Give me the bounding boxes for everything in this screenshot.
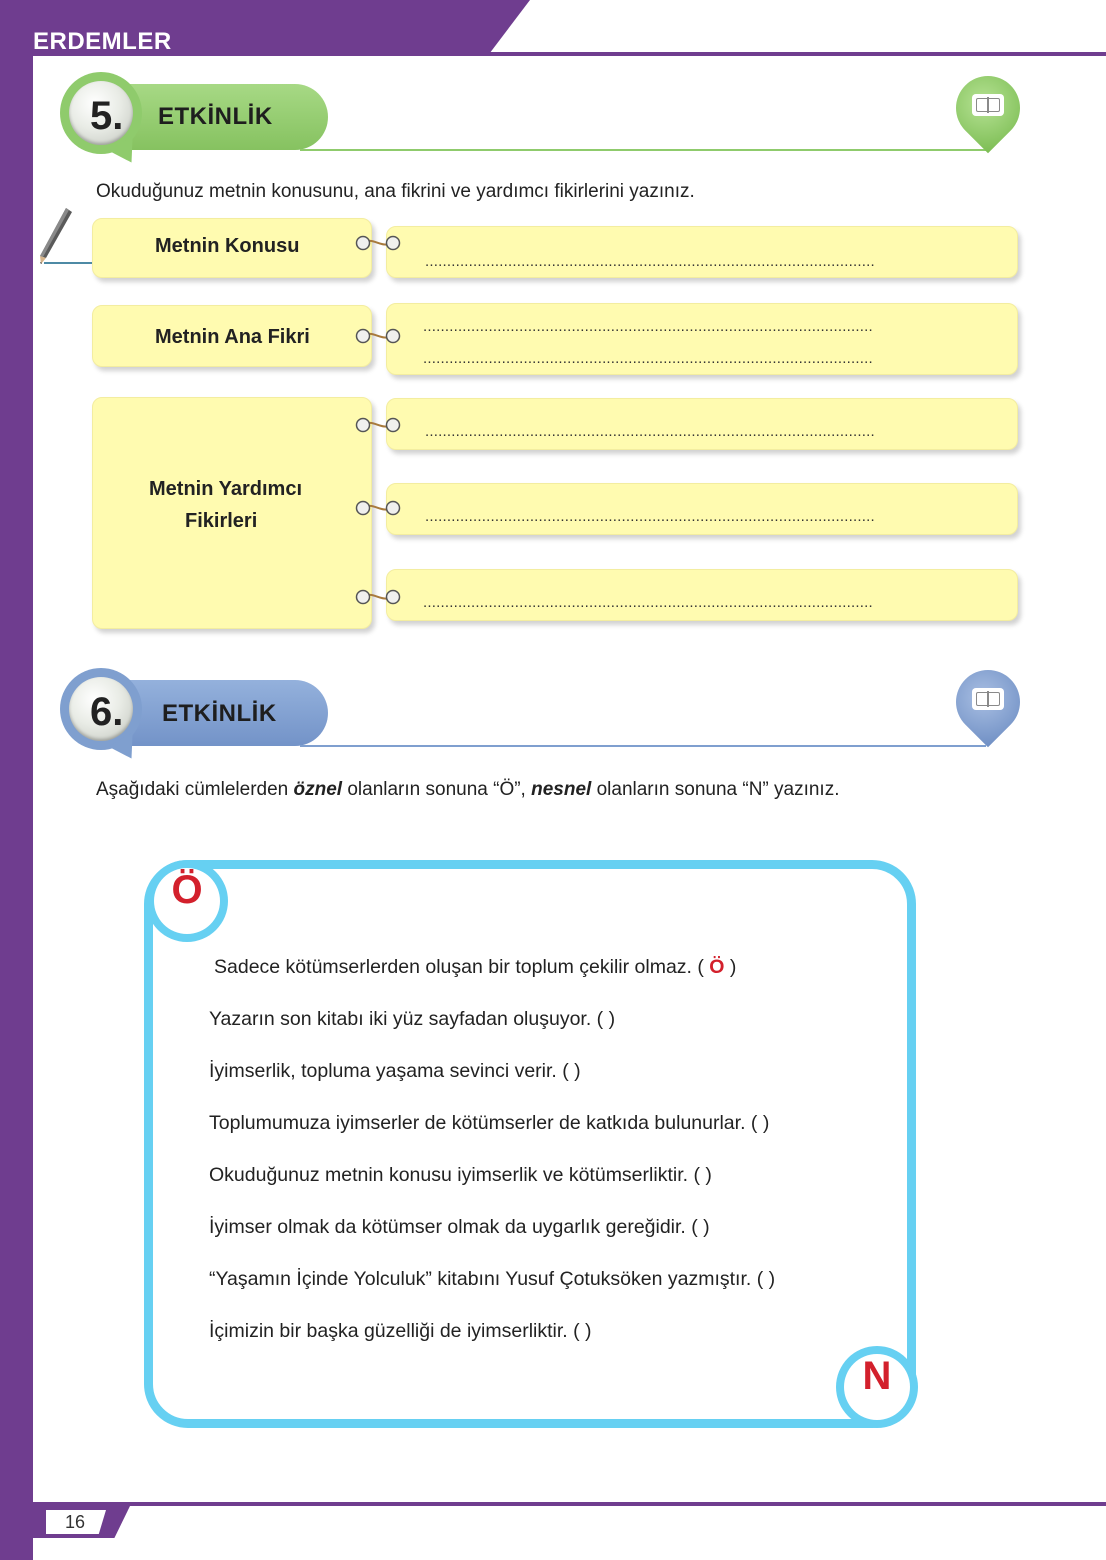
answer-line: .......................................................................................................: [425, 508, 875, 525]
page-number: 16: [64, 1512, 86, 1532]
example-answer: Ö: [703, 956, 730, 978]
main-idea-answer-box[interactable]: [386, 303, 1018, 375]
activity5-underline: [300, 149, 986, 151]
sentence-close: ): [729, 956, 737, 978]
supporting-ideas-label-box: [92, 397, 372, 629]
answer-line: .......................................................................................................: [423, 318, 873, 335]
answer-line: .......................................................................................................: [423, 594, 873, 611]
activity6-instruction: [96, 779, 840, 801]
instruction-emphasis: nesnel: [531, 779, 592, 800]
footer-rule: [33, 1502, 1106, 1506]
objective-badge: [836, 1346, 918, 1428]
sentence-item[interactable]: İyimserlik, topluma yaşama sevinci verir. ( ): [209, 1060, 581, 1082]
activity5-number-badge: [60, 72, 142, 154]
instruction-text: olanların sonuna “Ö”,: [342, 779, 532, 800]
answer-line: .......................................................................................................: [423, 350, 873, 367]
book-pin-icon: [956, 670, 1020, 750]
instruction-text: olanların sonuna “N” yazınız.: [591, 779, 840, 800]
objective-badge-letter: N: [862, 1354, 892, 1398]
header-rule: [480, 52, 1106, 56]
activity5-instruction: Okuduğunuz metnin konusunu, ana fikrini ve yardımcı fikirlerini yazınız.: [96, 181, 695, 202]
activity6-underline: [300, 745, 986, 747]
main-idea-label: Metnin Ana Fikri: [155, 326, 310, 348]
activity6-number-badge: [60, 668, 142, 750]
topic-label: Metnin Konusu: [155, 235, 300, 257]
supporting-ideas-label-line1: Metnin Yardımcı: [149, 478, 303, 500]
activity5-label: ETKİNLİK: [158, 103, 273, 130]
connector-icon: [355, 233, 401, 253]
subjective-badge: [146, 860, 228, 942]
book-pin-icon: [956, 76, 1020, 156]
sentence-item[interactable]: Yazarın son kitabı iki yüz sayfadan oluşuyor. ( ): [209, 1008, 616, 1030]
topic-answer-box[interactable]: [386, 226, 1018, 278]
connector-icon: [355, 498, 401, 518]
connector-icon: [355, 326, 401, 346]
example-sentence: [214, 956, 736, 979]
pencil-icon: [36, 204, 96, 268]
instruction-emphasis: öznel: [293, 779, 343, 800]
sentence-item[interactable]: Toplumumuza iyimserler de kötümserler de katkıda bulunurlar. ( ): [209, 1112, 770, 1134]
activity6-label: ETKİNLİK: [162, 700, 277, 727]
supporting-idea-1-answer-box[interactable]: [386, 398, 1018, 450]
supporting-idea-2-answer-box[interactable]: [386, 483, 1018, 535]
sentence-text: Sadece kötümserlerden oluşan bir toplum çekilir olmaz. (: [214, 956, 704, 978]
page-header-title: ERDEMLER: [33, 28, 172, 55]
sentence-item[interactable]: İçimizin bir başka güzelliği de iyimserliktir. ( ): [209, 1320, 592, 1342]
connector-icon: [355, 415, 401, 435]
connector-icon: [355, 587, 401, 607]
left-sidebar-band: [0, 0, 33, 1560]
topic-label-box: [92, 218, 372, 278]
activity5-number: 5.: [90, 94, 124, 138]
subjective-badge-letter: Ö: [171, 868, 203, 912]
sentence-item[interactable]: Okuduğunuz metnin konusu iyimserlik ve kötümserliktir. ( ): [209, 1164, 712, 1186]
answer-line: .......................................................................................................: [425, 423, 875, 440]
answer-line: .......................................................................................................: [425, 253, 875, 270]
main-idea-label-box: [92, 305, 372, 367]
supporting-idea-3-answer-box[interactable]: [386, 569, 1018, 621]
supporting-ideas-label-line2: Fikirleri: [185, 510, 258, 532]
instruction-text: Aşağıdaki cümlelerden: [96, 779, 294, 800]
sentence-item[interactable]: “Yaşamın İçinde Yolculuk” kitabını Yusuf Çotuksöken yazmıştır. ( ): [209, 1268, 776, 1290]
sentence-item[interactable]: İyimser olmak da kötümser olmak da uygarlık gereğidir. ( ): [209, 1216, 710, 1238]
activity6-number: 6.: [90, 690, 124, 734]
